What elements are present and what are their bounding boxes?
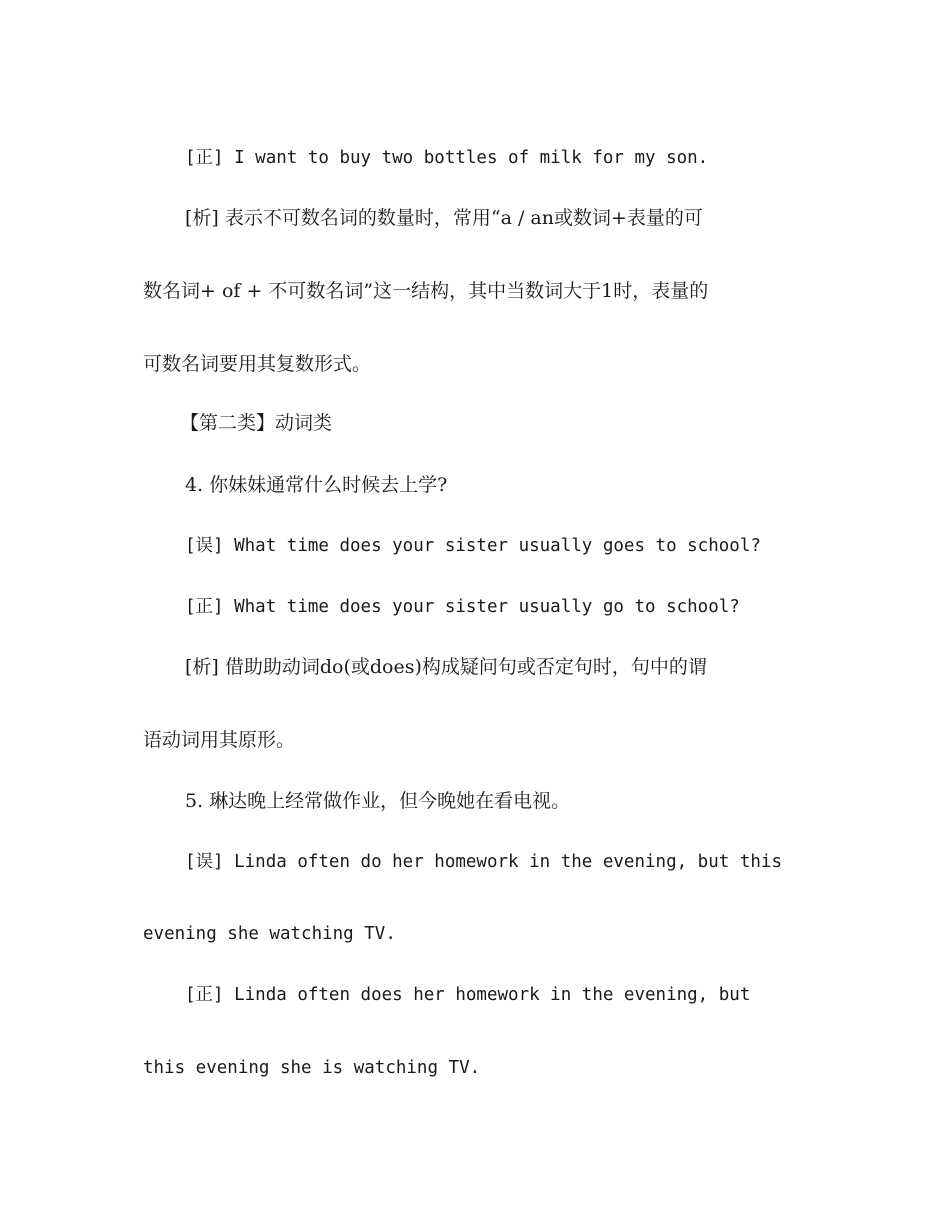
wrong-sentence-5-line-2: evening she watching TV. <box>143 924 396 944</box>
correct-sentence-4: [正] What time does your sister usually go to school? <box>185 597 740 617</box>
analysis-4-line-1: [析] 借助助动词do(或does)构成疑问句或否定句时，句中的谓 <box>185 656 707 678</box>
question-4: 4. 你妹妹通常什么时候去上学? <box>185 474 448 496</box>
correct-sentence-milk: [正] I want to buy two bottles of milk for my son. <box>185 148 709 168</box>
analysis-uncountable-line-3: 可数名词要用其复数形式。 <box>143 353 372 375</box>
wrong-sentence-5-line-1: [误] Linda often do her homework in the evening, but this <box>185 852 782 872</box>
wrong-sentence-4: [误] What time does your sister usually goes to school? <box>185 536 761 556</box>
section-heading-verbs: 【第二类】动词类 <box>180 412 333 434</box>
correct-sentence-5-line-2: this evening she is watching TV. <box>143 1058 481 1078</box>
correct-sentence-5-line-1: [正] Linda often does her homework in the evening, but <box>185 985 751 1005</box>
analysis-uncountable-line-1: [析] 表示不可数名词的数量时，常用“a / an或数词+表量的可 <box>185 207 703 229</box>
analysis-uncountable-line-2: 数名词+ of + 不可数名词”这一结构，其中当数词大于1时，表量的 <box>143 280 709 302</box>
question-5: 5. 琳达晚上经常做作业，但今晚她在看电视。 <box>185 790 571 812</box>
analysis-4-line-2: 语动词用其原形。 <box>143 729 296 751</box>
